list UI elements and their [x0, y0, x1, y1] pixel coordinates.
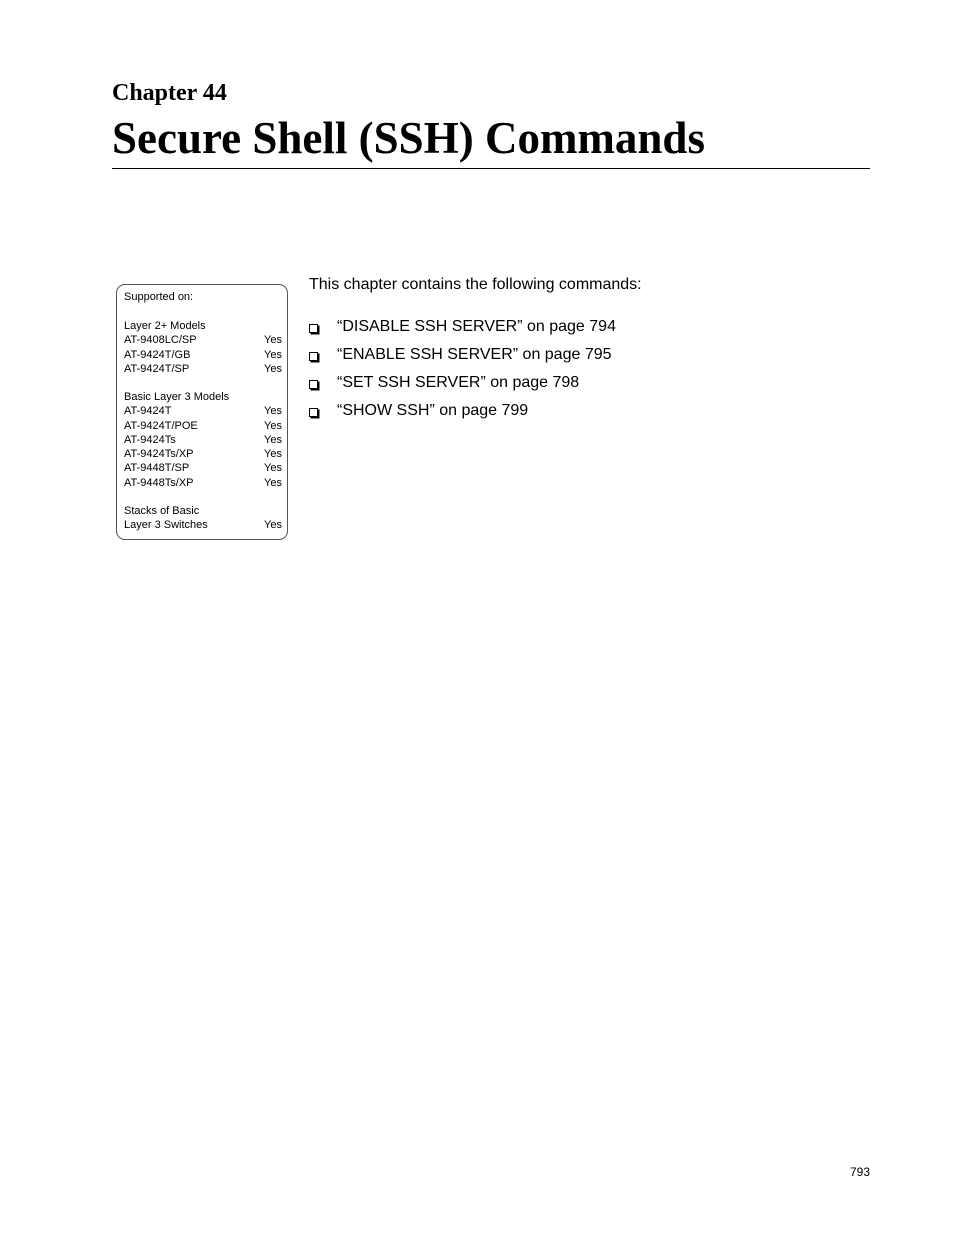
checkbox-bullet-icon: [309, 352, 318, 361]
supported-on-heading: Supported on:: [124, 291, 194, 303]
group-title: Basic Layer 3 Models: [124, 391, 230, 403]
support-value: Yes: [264, 448, 282, 461]
chapter-title: Secure Shell (SSH) Commands: [112, 113, 705, 163]
model-name: AT-9424T/GB: [124, 348, 191, 361]
model-row: [124, 404, 282, 418]
model-name: AT-9424T/SP: [124, 362, 190, 375]
model-name: AT-9424T: [124, 405, 172, 418]
supported-models-box: [116, 284, 288, 540]
command-link[interactable]: “ENABLE SSH SERVER” on page 795: [337, 346, 612, 363]
group-title: Layer 2+ Models: [124, 320, 206, 332]
model-row: [124, 518, 282, 532]
model-row: [124, 461, 282, 475]
checkbox-bullet-icon: [309, 380, 318, 389]
support-value: Yes: [264, 433, 282, 446]
support-value: Yes: [264, 334, 282, 347]
support-value: Yes: [264, 348, 282, 361]
model-row: [124, 419, 282, 433]
support-value: Yes: [264, 362, 282, 375]
model-row: [124, 433, 282, 447]
model-name: AT-9448Ts/XP: [124, 476, 194, 489]
model-row: [124, 333, 282, 347]
command-link[interactable]: “SHOW SSH” on page 799: [337, 402, 529, 419]
model-row: [124, 447, 282, 461]
model-name: Layer 3 Switches: [124, 519, 208, 532]
command-list-item[interactable]: [309, 369, 616, 397]
command-link[interactable]: “DISABLE SSH SERVER” on page 794: [337, 318, 616, 335]
model-row: [124, 476, 282, 490]
page-number: 793: [849, 1165, 870, 1179]
model-name: AT-9424T/POE: [124, 419, 198, 432]
title-divider: [112, 168, 870, 169]
support-value: Yes: [264, 405, 282, 418]
basic-layer3-models-group: [124, 390, 282, 490]
command-list-item[interactable]: [309, 313, 616, 341]
command-link[interactable]: “SET SSH SERVER” on page 798: [337, 374, 580, 391]
checkbox-bullet-icon: [309, 324, 318, 333]
chapter-label: Chapter 44: [112, 80, 227, 106]
model-name: AT-9448T/SP: [124, 462, 190, 475]
support-value: Yes: [264, 519, 282, 532]
stacks-group: [124, 504, 282, 533]
support-value: Yes: [264, 476, 282, 489]
model-name: AT-9424Ts/XP: [124, 448, 194, 461]
layer2-models-group: [124, 319, 282, 376]
model-row: [124, 362, 282, 376]
support-value: Yes: [264, 419, 282, 432]
group-title: Stacks of Basic: [124, 505, 200, 517]
support-value: Yes: [264, 462, 282, 475]
intro-text: This chapter contains the following commands:: [309, 276, 642, 293]
command-list-item[interactable]: [309, 341, 616, 369]
command-list: [309, 313, 616, 425]
command-list-item[interactable]: [309, 397, 616, 425]
checkbox-bullet-icon: [309, 408, 318, 417]
model-name: AT-9424Ts: [124, 433, 176, 446]
model-row: [124, 348, 282, 362]
model-name: AT-9408LC/SP: [124, 334, 197, 347]
